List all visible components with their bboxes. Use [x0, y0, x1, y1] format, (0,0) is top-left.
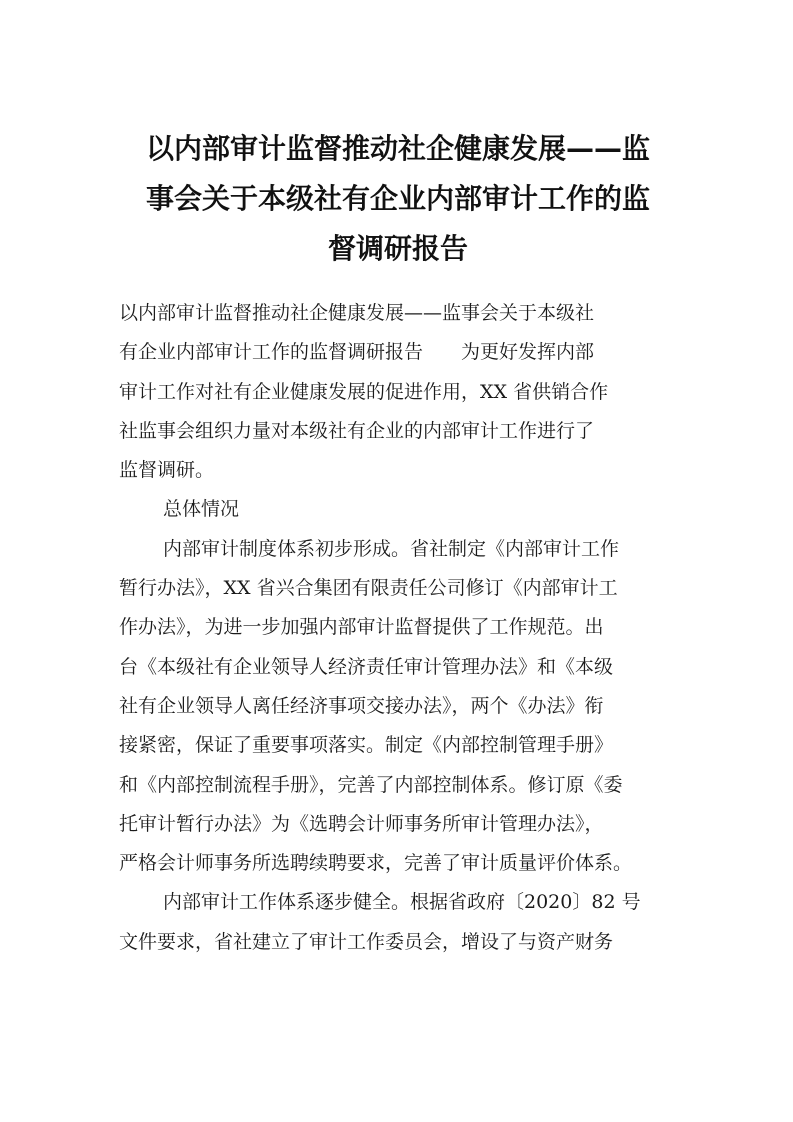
- body-line: 社监事会组织力量对本级社有企业的内部审计工作进行了: [119, 419, 595, 442]
- body-line: 有企业内部审计工作的监督调研报告 为更好发挥内部: [119, 341, 595, 364]
- body-line: 社有企业领导人离任经济事项交接办法》，两个《办法》衔: [119, 694, 604, 717]
- body-line: 托审计暂行办法》为《选聘会计师事务所审计管理办法》，: [119, 812, 604, 835]
- body-line: 监督调研。: [119, 459, 215, 482]
- document-title: [120, 124, 676, 274]
- paragraph-first-line: 内部审计制度体系初步形成。省社制定《内部审计工作: [163, 537, 620, 560]
- body-line: 严格会计师事务所选聘续聘要求，完善了审计质量评价体系。: [119, 852, 633, 875]
- title-line: 事会关于本级社有企业内部审计工作的监: [145, 182, 650, 215]
- title-line: 督调研报告: [327, 232, 468, 265]
- body-line: 台《本级社有企业领导人经济责任审计管理办法》和《本级: [119, 655, 614, 678]
- body-line: 文件要求，省社建立了审计工作委员会，增设了与资产财务: [119, 930, 614, 953]
- body-line: 以内部审计监督推动社企健康发展——监事会关于本级社: [119, 302, 595, 324]
- body-line: 审计工作对社有企业健康发展的促进作用，XX 省供销合作: [119, 380, 609, 403]
- body-line: 和《内部控制流程手册》，完善了内部控制体系。修订原《委: [119, 773, 623, 796]
- title-line: 以内部审计监督推动社企健康发展——监: [145, 132, 650, 165]
- paragraph-first-line: 内部审计工作体系逐步健全。根据省政府〔2020〕82 号: [163, 891, 641, 914]
- body-line: 作办法》，为进一步加强内部审计监督提供了工作规范。出: [119, 616, 604, 639]
- section-heading: 总体情况: [163, 498, 240, 521]
- document-body: [119, 294, 679, 962]
- body-line: 暂行办法》，XX 省兴合集团有限责任公司修订《内部审计工: [119, 577, 618, 600]
- body-line: 接紧密，保证了重要事项落实。制定《内部控制管理手册》: [119, 734, 614, 757]
